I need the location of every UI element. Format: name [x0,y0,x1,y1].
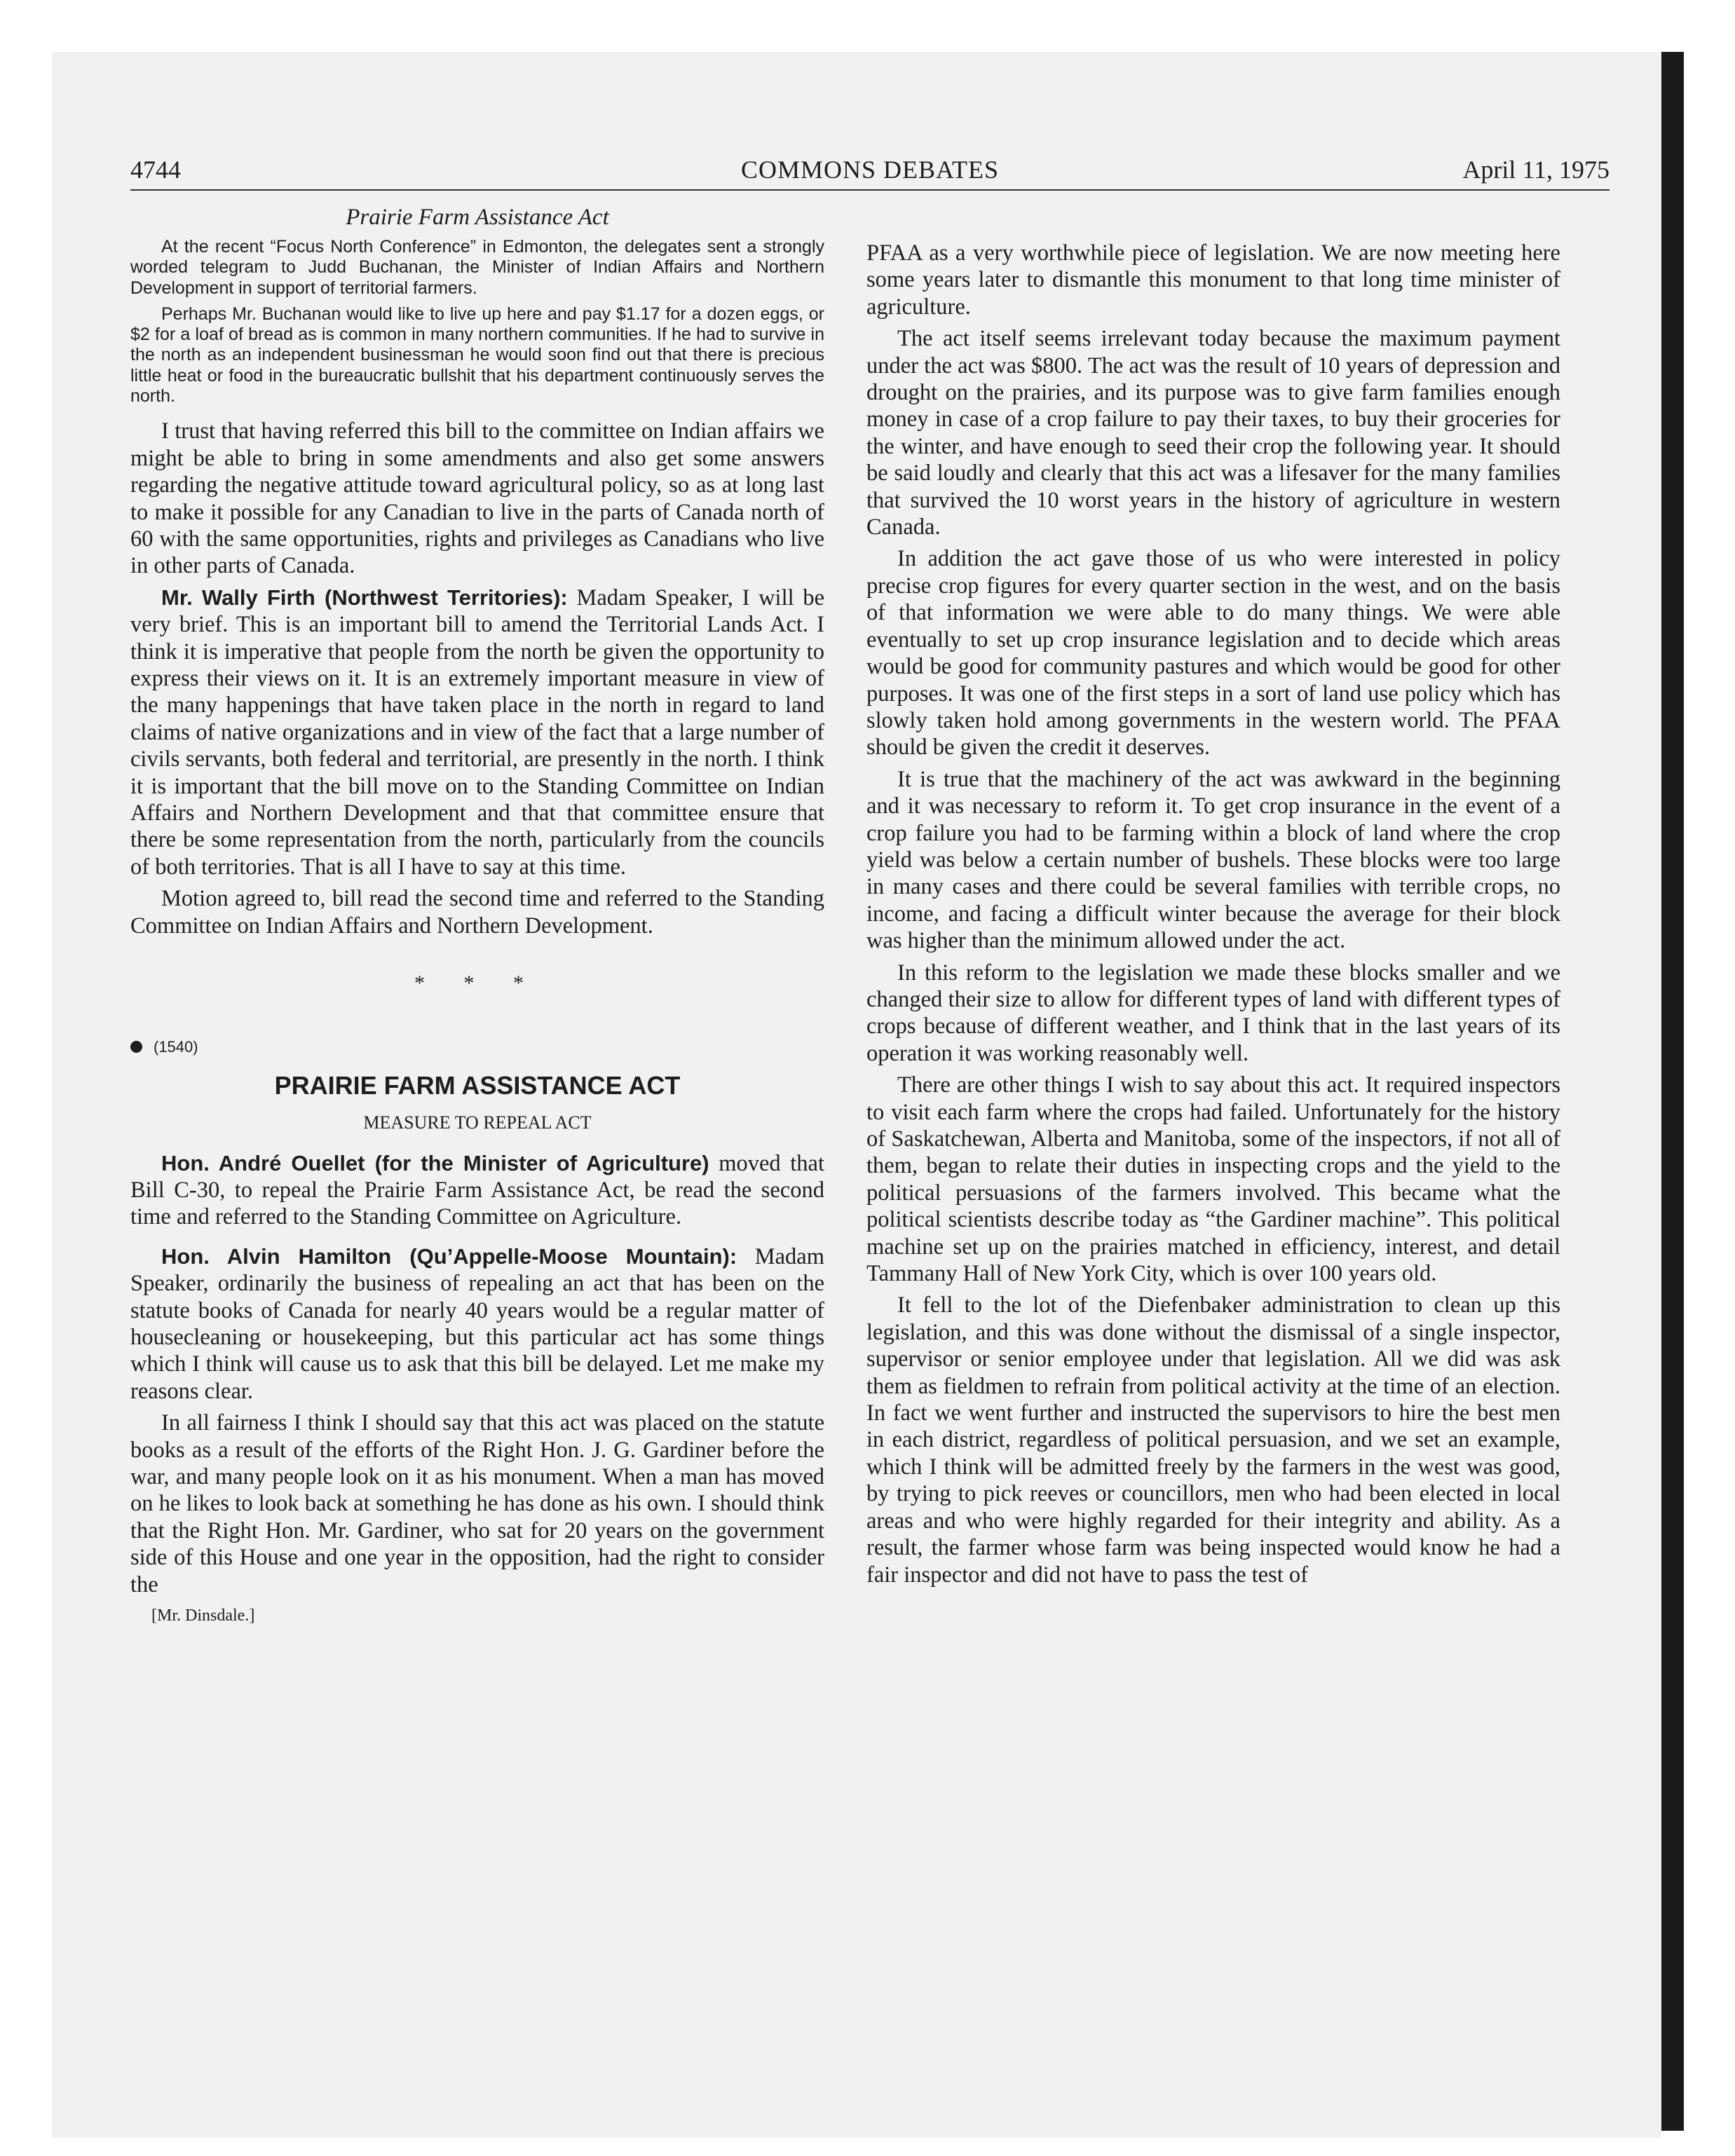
body-paragraph: It is true that the machinery of the act was awkward in the beginning and it was necessary to reform it. To get crop insurance in the event of a crop failure you had to be farming within a block of land where the crop yield was below a certain number of bushels. These blocks were too large in many cases and there could be several families with terrible crops, no income, and facing a difficult winter because the average for their block was higher than the minimum allowed under the act. [866,766,1560,954]
time-marker [130,1037,824,1058]
speech-text: Madam Speaker, I will be very brief. This is an important bill to amend the Territorial Lands Act. I think it is imperative that people from the north be given the opportunity to express their views on it. It is an extremely important measure in view of the many happenings that have taken place in the north in regard to land claims of native organizations and in view of the fact that a large number of civils servants, both federal and territorial, are presently in the north. I think it is important that the bill move on to the Standing Committee on Indian Affairs and Northern Development and that that committee ensure that there be some representation from the north, particularly from the councils of both territories. That is all I have to say at this time. [130,585,824,880]
body-paragraph: There are other things I wish to say about this act. It required inspectors to visit each farm where the crops had failed. Unfortunately for the history of Saskatchewan, Alberta and Manitoba, some of the inspectors, if not all of them, began to relate their duties in inspecting crops and the yield to the political persuasions of the farmers involved. This became what the political scientists describe today as “the Gardiner machine”. This political machine set up on the prairies matched in efficiency, interest, and detail Tammany Hall of New York City, which is over 100 years old. [866,1072,1560,1287]
continued-subject-heading: Prairie Farm Assistance Act [346,205,609,230]
body-paragraph: In all fairness I think I should say that this act was placed on the statute books as a result of the efforts of the Right Hon. J. G. Gardiner before the war, and many people look on it as his monument. When a man has moved on he likes to look back at something he has done as his own. I should think that the Right Hon. Mr. Gardiner, who sat for 20 years on the government side of this House and one year in the opposition, had the right to consider the [130,1410,824,1597]
body-paragraph: In addition the act gave those of us who were interested in policy precise crop figures for every quarter section in the west, and on the basis of that information we were able to do many things. We were able eventually to set up crop insurance legislation and to decide which areas would be good for community pastures and which would be good for other purposes. It was one of the first steps in a sort of land use policy which has slowly taken hold among governments in the western world. The PFAA should be given the credit it deserves. [866,546,1560,760]
speaker-name: Hon. Alvin Hamilton (Qu’Appelle-Moose Mountain): [161,1243,737,1269]
section-title: PRAIRIE FARM ASSISTANCE ACT [274,1070,681,1100]
speech-firth [130,585,824,880]
right-column [866,240,1560,1593]
speech-text: moved that Bill C-30, to repeal the Prairie Farm Assistance Act, be read the second time and referred to the Standing Committee on Agriculture. [130,1150,824,1230]
speaker-footer-tag: [Mr. Dinsdale.] [151,1606,255,1625]
speech-hamilton [130,1243,824,1405]
speaker-name: Mr. Wally Firth (Northwest Territories): [161,585,568,610]
page-edge-shadow [1661,52,1684,2131]
time-marker-text: (1540) [154,1037,198,1056]
quoted-telegram [130,237,824,407]
section-subtitle: MEASURE TO REPEAL ACT [363,1112,592,1133]
quote-paragraph: At the recent “Focus North Conference” in Edmonton, the delegates sent a strongly worded telegram to Judd Buchanan, the Minister of Indian Affairs and Northern Development in support of territorial farmers. [130,237,824,298]
body-paragraph: I trust that having referred this bill to the committee on Indian affairs we might be able to bring in some amendments and also get some answers regarding the negative attitude toward agricultural policy, so as at long last to make it possible for any Canadian to live in the parts of Canada north of 60 with the same opportunities, rights and privileges as Canadians who live in other parts of Canada. [130,418,824,579]
running-header [130,150,1610,191]
body-paragraph: PFAA as a very worthwhile piece of legislation. We are now meeting here some years later to dismantle this monument to that long time minister of agriculture. [866,240,1560,320]
quote-paragraph: Perhaps Mr. Buchanan would like to live up here and pay $1.17 for a dozen eggs, or $2 for a loaf of bread as is common in many northern communities. If he had to survive in the north as an independent businessman he would soon find out that there is precious little heat or food in the bureaucratic bullshit that his department continuously serves the north. [130,303,824,407]
left-column [130,203,824,1628]
body-paragraph: The act itself seems irrelevant today because the maximum payment under the act was $800. The act was the result of 10 years of depression and drought on the prairies, and its purpose was to give farm families enough money in case of a crop failure to pay their taxes, to buy their groceries for the winter, and have enough to seed their crop the following year. It should be said loudly and clearly that this act was a lifesaver for the many families that survived the 10 worst years in the history of agriculture in western Canada. [866,326,1560,540]
section-separator: * * * [414,971,540,995]
body-paragraph: It fell to the lot of the Diefenbaker administration to clean up this legislation, and this was done without the dismissal of a single inspector, supervisor or senior employee under that legislation. All we did was ask them as fieldmen to refrain from political activity at the time of an election. In fact we went further and instructed the supervisors to hire the best men in each district, regardless of political persuasion, and we set an example, which I think will be admitted freely by the farmers in the west was good, by trying to pick reeves or councillors, men who had been elected in local areas and who were highly regarded for their integrity and ability. As a result, the farmer whose farm was being inspected would know he had a fair inspector and did not have to pass the test of [866,1292,1560,1588]
body-paragraph: In this reform to the legislation we made these blocks smaller and we changed their size to allow for different types of land with different types of crops because of different weather, and I think that in the last years of its operation it was working reasonably well. [866,960,1560,1066]
publication-title: COMMONS DEBATES [740,156,1000,184]
bullet-icon [130,1041,142,1053]
page-number: 4744 [130,156,181,184]
speech-text: Madam Speaker, ordinarily the business of repealing an act that has been on the statute books of Canada for nearly 40 years would be a regular matter of housecleaning or housekeeping, but this particular act has some things which I think will cause us to ask that this bill be delayed. Let me make my reasons clear. [130,1243,824,1404]
speaker-name: Hon. André Ouellet (for the Minister of Agriculture) [161,1150,709,1175]
speech-ouellet [130,1150,824,1231]
header-date: April 11, 1975 [1462,156,1610,184]
motion-agreed: Motion agreed to, bill read the second time and referred to the Standing Committee on Indian Affairs and Northern Development. [130,886,824,939]
